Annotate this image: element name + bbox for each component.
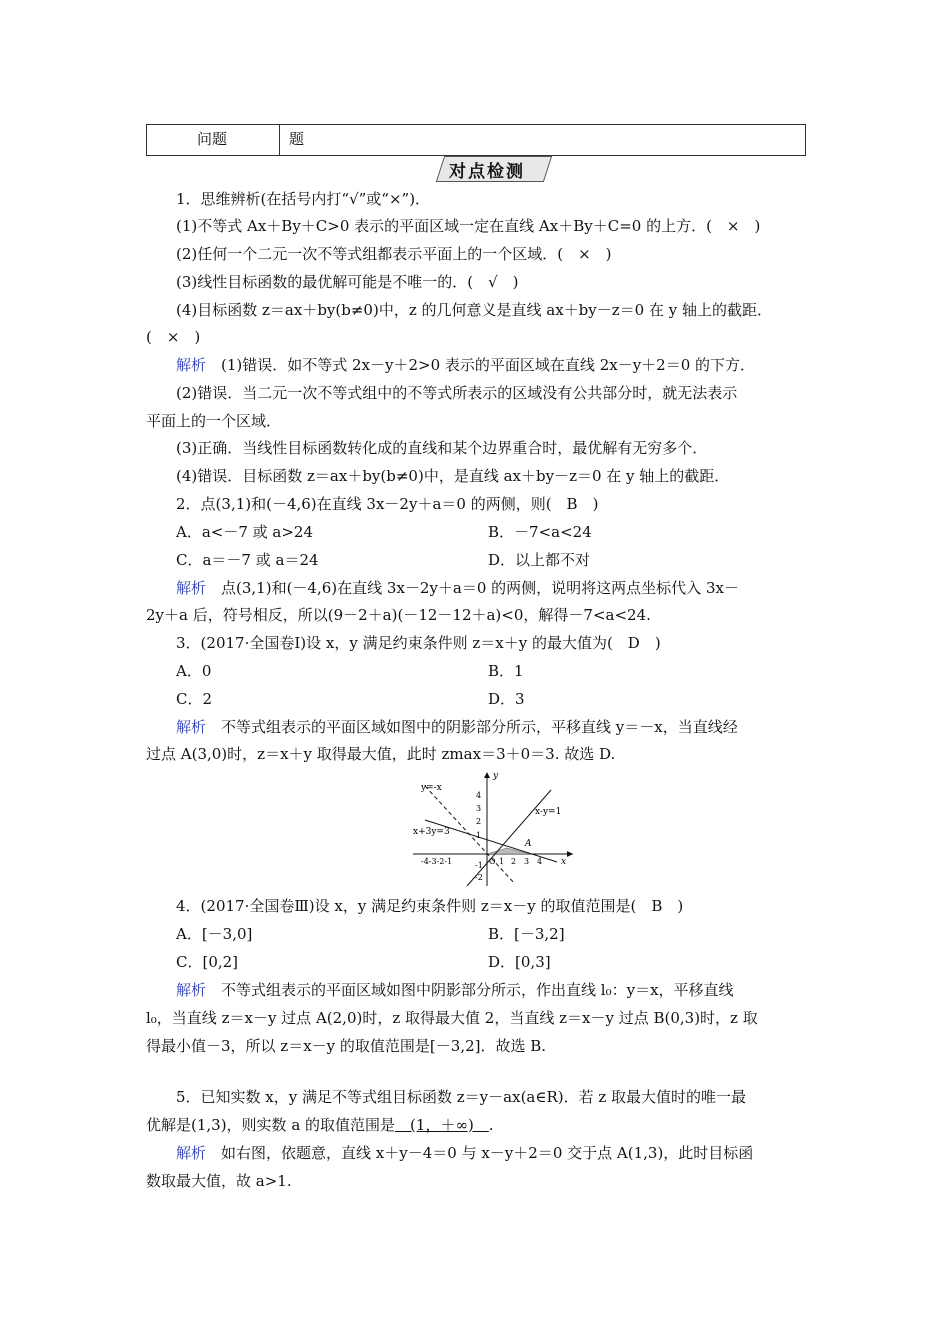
ytick-3: 3 [476,804,482,813]
q1-solution-4: (4)错误．目标函数 z＝ax＋by(b≠0)中，是直线 ax＋by－z＝0 在 y 轴上的截距． [176,467,730,485]
q4-option-d: D．[0,3] [488,953,551,971]
solution-text: 点(3,1)和(－4,6)在直线 3x－2y＋a＝0 的两侧，说明将这两点坐标代入 3x－ [206,579,739,597]
solution-text: 如右图，依题意，直线 x＋y－4＝0 与 x－y＋2＝0 交于点 A(1,3)，此时目标函 [206,1144,754,1162]
q4-solution-1 [176,979,734,1000]
x-axis-label: x [561,857,567,867]
table-cell-1-text: 问题 [197,130,228,148]
q5-stem-text: 优解是(1,3)，则实数 a 的取值范围是 [146,1116,396,1134]
q1-solution-2b: 平面上的一个区域． [146,412,282,430]
q1-item-2: (2)任何一个二元一次不等式组都表示平面上的一个区域．( × ) [176,245,612,263]
xtick-2: 2 [511,857,517,866]
section-banner-title: 对点检测 [449,162,525,182]
q3-option-c: C．2 [176,690,213,708]
q1-item-4: (4)目标函数 z＝ax＋by(b≠0)中，z 的几何意义是直线 ax＋by－z＝0 在 y 轴上的截距． [176,301,772,319]
y-axis-label: y [493,771,499,781]
q1-stem: 1．思维辨析(在括号内打“√”或“×”)． [176,190,431,208]
solution-label: 解析 [176,579,207,597]
q4-solution-2: l₀，当直线 z＝x－y 过点 A(2,0)时，z 取得最大值 2，当直线 z＝x－y 过点 B(0,3)时，z 取 [146,1009,758,1027]
q2-option-d: D．以上都不对 [488,551,591,569]
origin-label: O [489,857,496,866]
q4-option-b: B．[－3,2] [488,925,565,943]
q3-stem: 3．(2017·全国卷Ⅰ)设 x，y 满足约束条件则 z＝x＋y 的最大值为( D ) [176,634,661,652]
q1-item-1: (1)不等式 Ax＋By＋C>0 表示的平面区域一定在直线 Ax＋By＋C=0 的上方．( × ) [176,217,761,235]
q4-option-c: C．[0,2] [176,953,239,971]
q4-solution-3: 得最小值－3，所以 z＝x－y 的取值范围是[－3,2]．故选 B. [146,1037,547,1055]
x-axis-arrow [567,851,573,857]
q2-solution-1 [176,577,739,598]
q1-solution-1 [176,354,755,375]
q2-stem: 2．点(3,1)和(－4,6)在直线 3x－2y＋a＝0 的两侧，则( B ) [176,495,599,513]
solution-text: 不等式组表示的平面区域如图中的阴影部分所示，平移直线 y＝－x，当直线经 [206,718,738,736]
y-axis-arrow [484,772,490,778]
xtick-1: 1 [499,857,505,866]
q5-solution-1 [176,1142,753,1163]
q3-option-b: B．1 [488,662,524,680]
xtick-3: 3 [524,857,530,866]
solution-label: 解析 [176,981,207,999]
ytick-neg2: -2 [475,873,483,882]
q5-stem-1: 5．已知实数 x，y 满足不等式组目标函数 z＝y－ax(a∈R)．若 z 取最大值时的唯一最 [176,1088,747,1106]
xtick-4: 4 [537,857,543,866]
q3-option-d: D．3 [488,690,525,708]
q3-option-a: A．0 [176,662,212,680]
q5-answer-blank: (1，＋∞) [395,1116,489,1134]
q2-option-c: C．a＝－7 或 a＝24 [176,551,319,569]
table-cell-2-text: 题 [289,130,305,148]
ytick-2: 2 [476,817,482,826]
label-point-a: A [525,839,532,849]
solution-label: 解析 [176,718,207,736]
q5-solution-2: 数取最大值，故 a>1. [146,1172,292,1190]
solution-text: 不等式组表示的平面区域如图中阴影部分所示，作出直线 l₀：y＝x，平移直线 [206,981,734,999]
q2-solution-2: 2y＋a 后，符号相反，所以(9－2＋a)(－12－12＋a)<0，解得－7<a<24. [146,606,651,624]
q2-option-b: B．－7<a<24 [488,523,592,541]
solution-text: (1)错误．如不等式 2x－y＋2>0 表示的平面区域在直线 2x－y＋2＝0 的下方． [206,356,756,374]
ytick-1: 1 [476,831,482,840]
q3-solution-2: 过点 A(3,0)时，z＝x＋y 取得最大值，此时 zmax＝3＋0＝3. 故选 D. [146,745,616,763]
q5-stem-2 [146,1114,494,1135]
xticks-negative: -4-3-2-1 [421,857,453,866]
q1-item-3: (3)线性目标函数的最优解可能是不唯一的．( √ ) [176,273,519,291]
q4-stem: 4．(2017·全国卷Ⅲ)设 x，y 满足约束条件则 z＝x－y 的取值范围是( B ) [176,897,684,915]
q3-solution-1 [176,716,738,737]
q5-stem-end: . [488,1116,494,1134]
solution-label: 解析 [176,356,207,374]
q1-item-4-answer: ( × ) [146,328,201,346]
solution-label: 解析 [176,1144,207,1162]
ytick-neg1: -1 [475,861,483,870]
label-y-eq-neg-x: y=-x [421,783,442,793]
header-table [146,124,806,156]
q1-solution-2: (2)错误．当二元一次不等式组中的不等式所表示的区域没有公共部分时，就无法表示 [176,384,738,402]
label-x-plus-3y: x+3y=3 [413,827,450,837]
q3-graph [405,768,585,888]
ytick-4: 4 [476,791,482,800]
label-x-minus-y: x-y=1 [535,807,562,817]
q2-option-a: A．a<－7 或 a>24 [176,523,314,541]
q1-solution-3: (3)正确．当线性目标函数转化成的直线和某个边界重合时，最优解有无穷多个． [176,439,708,457]
q4-option-a: A．[－3,0] [176,925,253,943]
